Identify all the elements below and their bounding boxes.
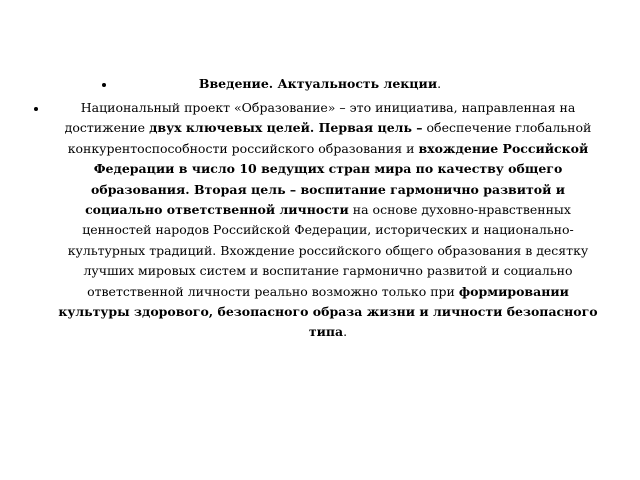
paragraph-text-3: на основе духовно-нравственных ценностей народов Российской Федерации, исторических и национально-культурных традиций. Вхождение российского общего образования в десятку лучших мировых систем и воспитание гармонично развитой и социально ответственной личности реально возможно только при (67, 202, 589, 299)
paragraph-bold-3: формировании культуры здорового, безопасного образа жизни и личности безопасного типа (58, 283, 598, 340)
bullet-dot-icon (34, 107, 38, 111)
bullet-national-project (58, 98, 598, 343)
paragraph-bold-1: двух ключевых целей. Первая цель – (149, 120, 423, 136)
paragraph-text-1: Национальный проект «Образование» – это инициатива, направленная на достижение (64, 100, 576, 136)
introduction-period: . (437, 76, 442, 91)
paragraph-text-4: . (343, 324, 348, 340)
bullet-dot-icon (102, 83, 106, 87)
paragraph-bold-2: вхождение Российской Федерации в число 10 ведущих стран мира по качеству общего образования. Вторая цель – воспитание гармонично развитой и социально ответственной личности (85, 140, 589, 218)
paragraph-text-2: обеспечение глобальной конкурентоспособности российского образования и (67, 120, 592, 156)
bullet-introduction (108, 74, 532, 94)
introduction-heading: Введение. Актуальность лекции (198, 76, 438, 91)
